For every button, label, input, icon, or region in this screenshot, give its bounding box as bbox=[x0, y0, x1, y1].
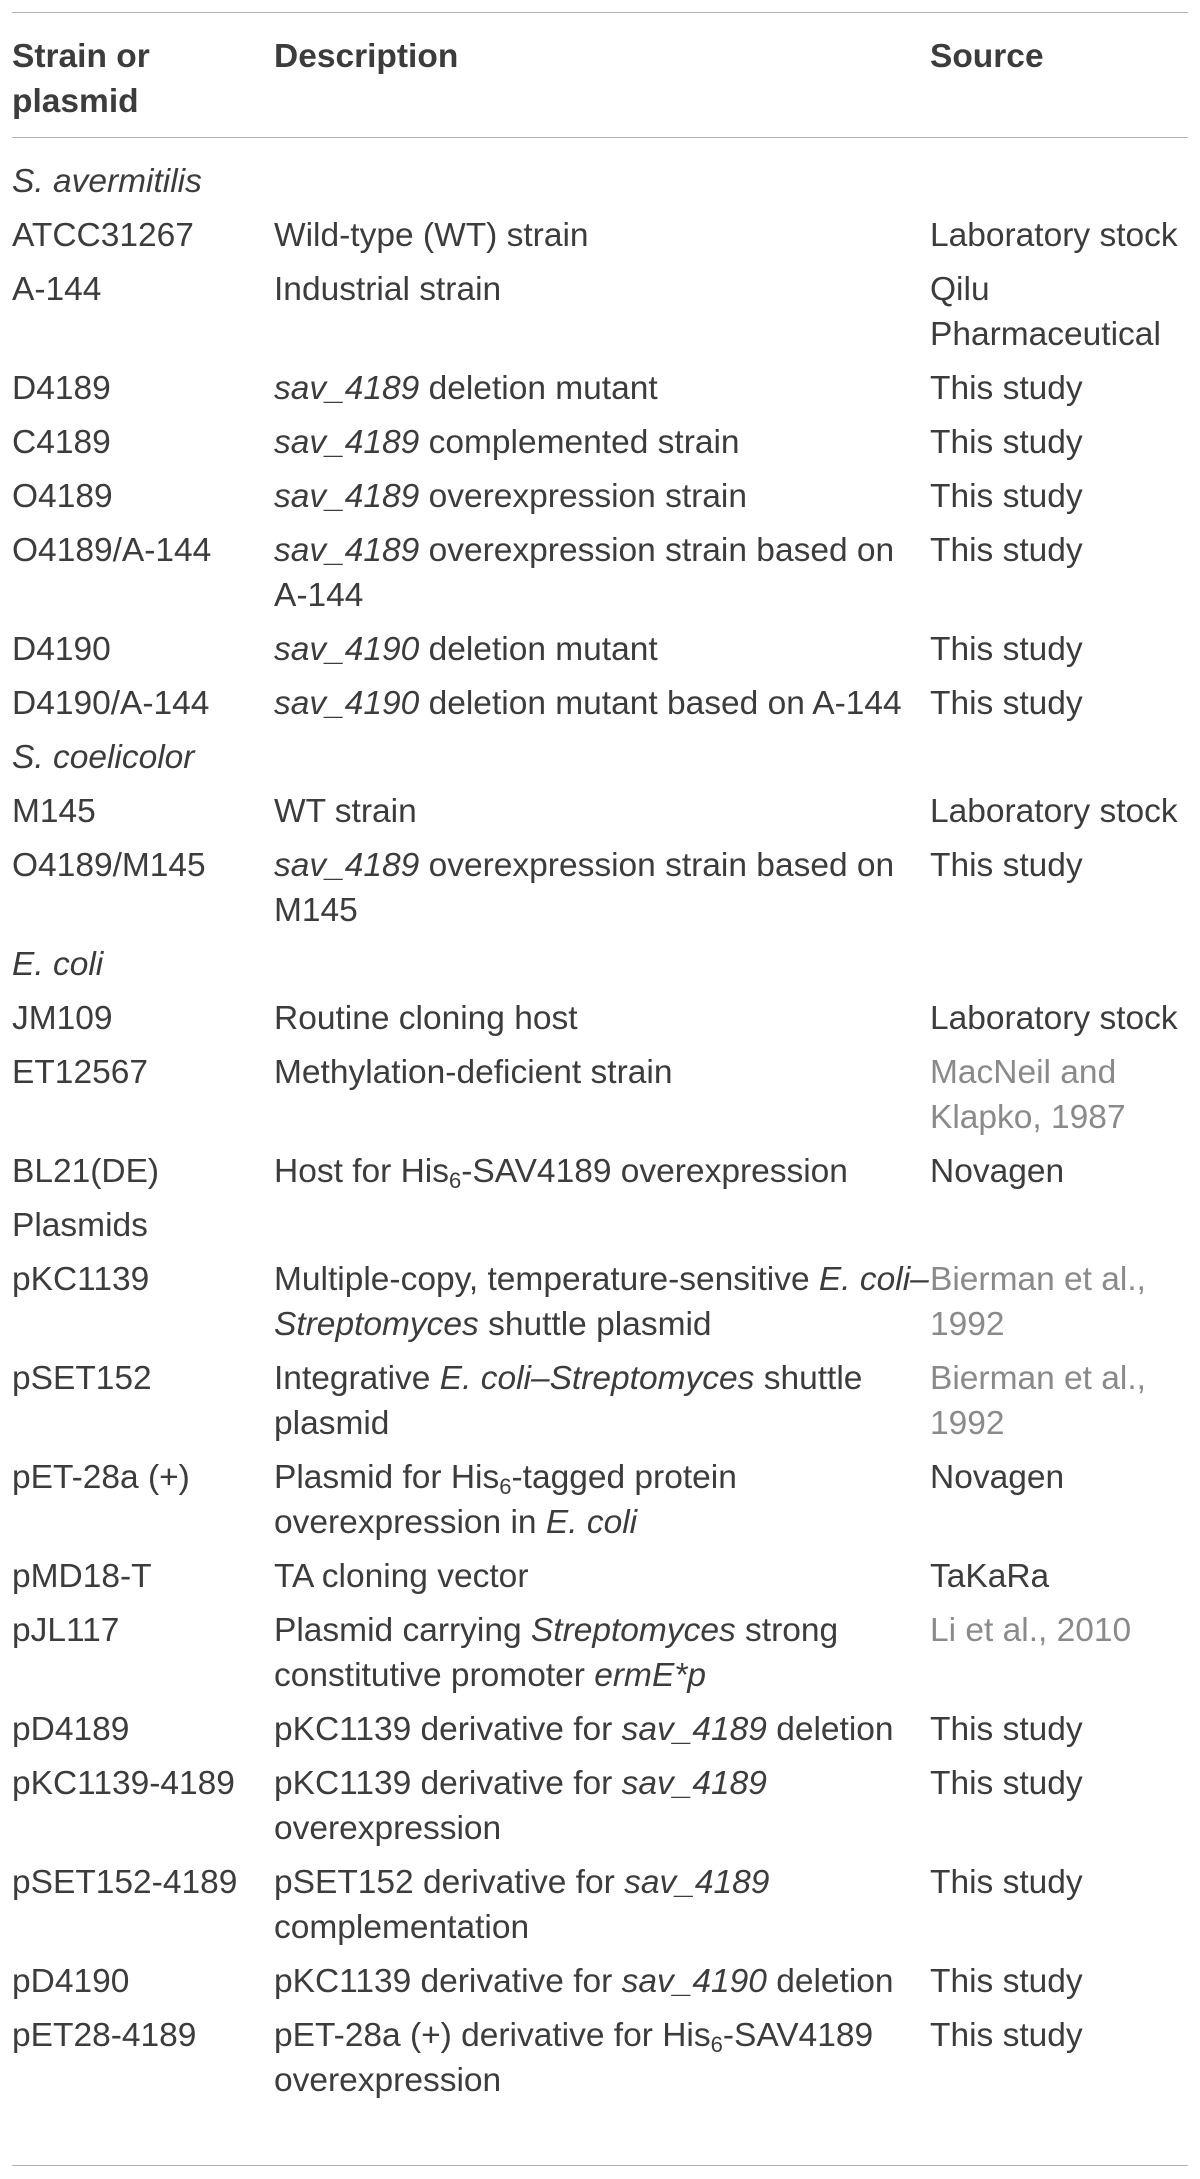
description-text: shuttle plasmid bbox=[274, 1360, 863, 1442]
plasmid-name: pD4190 bbox=[12, 1963, 130, 2000]
source: This study bbox=[930, 631, 1083, 668]
source: This study bbox=[930, 1711, 1083, 1748]
description-text: Plasmid for His bbox=[274, 1459, 500, 1496]
organism-name: Streptomyces bbox=[530, 1612, 736, 1649]
source: Laboratory stock bbox=[930, 217, 1178, 254]
table-row bbox=[12, 420, 1188, 474]
promoter-name: ermE*p bbox=[594, 1657, 706, 1694]
description-text: pET-28a (+) derivative for His bbox=[274, 2017, 711, 2054]
source: TaKaRa bbox=[930, 1558, 1050, 1595]
description bbox=[274, 1959, 930, 2013]
table-row bbox=[12, 996, 1188, 1050]
source: This study bbox=[930, 847, 1083, 884]
table-row bbox=[12, 1761, 1188, 1860]
plasmid-name: pSET152-4189 bbox=[12, 1864, 238, 1901]
description bbox=[274, 627, 930, 681]
plasmid-name: pET28-4189 bbox=[12, 2017, 197, 2054]
gene-name: sav_4189 bbox=[274, 847, 420, 884]
description bbox=[274, 2013, 930, 2112]
gene-name: sav_4190 bbox=[274, 631, 420, 668]
description bbox=[274, 1455, 930, 1554]
table-row bbox=[12, 1356, 1188, 1455]
section-row bbox=[12, 141, 1188, 213]
table-row bbox=[12, 681, 1188, 735]
description-text: -SAV4189 overexpression bbox=[274, 2017, 874, 2099]
plasmid-name: pSET152 bbox=[12, 1360, 152, 1397]
table-row bbox=[12, 789, 1188, 843]
description-text: Multiple-copy, temperature-sensitive bbox=[274, 1261, 819, 1298]
organism-name: E. coli–Streptomyces bbox=[439, 1360, 755, 1397]
strain-name: D4189 bbox=[12, 370, 111, 407]
table-row bbox=[12, 1257, 1188, 1356]
source: This study bbox=[930, 685, 1083, 722]
description bbox=[274, 843, 930, 942]
description-text: pKC1139 derivative for bbox=[274, 1765, 622, 1802]
description bbox=[274, 1860, 930, 1959]
source-citation: Li et al., 2010 bbox=[930, 1612, 1132, 1649]
gene-name: sav_4189 bbox=[624, 1864, 770, 1901]
strain-name: D4190/A-144 bbox=[12, 685, 210, 722]
plasmid-name: pKC1139-4189 bbox=[12, 1765, 235, 1802]
section-label: Plasmids bbox=[12, 1207, 148, 1244]
description-text: strong constitutive promoter bbox=[274, 1612, 839, 1694]
source: Novagen bbox=[930, 1459, 1065, 1496]
description-text: deletion bbox=[766, 1711, 894, 1748]
description-text: overexpression strain based on M145 bbox=[274, 847, 895, 929]
description-text: pKC1139 derivative for bbox=[274, 1711, 622, 1748]
table-row bbox=[12, 267, 1188, 366]
source: This study bbox=[930, 424, 1083, 461]
strain-name: O4189 bbox=[12, 478, 113, 515]
table-row bbox=[12, 1554, 1188, 1608]
description-text: deletion mutant bbox=[419, 631, 658, 668]
description-text: complementation bbox=[274, 1909, 530, 1946]
strain-name: O4189/M145 bbox=[12, 847, 206, 884]
description bbox=[274, 1761, 930, 1860]
description-text: overexpression bbox=[274, 1810, 502, 1847]
source-citation: Bierman et al., 1992 bbox=[930, 1360, 1146, 1442]
description bbox=[274, 1257, 930, 1356]
table-row bbox=[12, 627, 1188, 681]
description-text: deletion mutant based on A-144 bbox=[419, 685, 902, 722]
gene-name: sav_4190 bbox=[621, 1963, 767, 2000]
header-description: Description bbox=[274, 38, 459, 75]
description: TA cloning vector bbox=[274, 1558, 529, 1595]
table-row bbox=[12, 366, 1188, 420]
table-row bbox=[12, 1050, 1188, 1149]
gene-name: sav_4189 bbox=[274, 424, 420, 461]
description bbox=[274, 1707, 930, 1761]
description-text: Integrative bbox=[274, 1360, 440, 1397]
subscript: 6 bbox=[448, 1168, 462, 1193]
source-citation: MacNeil and Klapko, 1987 bbox=[930, 1054, 1126, 1136]
table-row bbox=[12, 843, 1188, 942]
description bbox=[274, 366, 930, 420]
source: This study bbox=[930, 478, 1083, 515]
header-row bbox=[12, 34, 1188, 141]
table-row bbox=[12, 528, 1188, 627]
gene-name: sav_4189 bbox=[274, 532, 420, 569]
table-row bbox=[12, 1149, 1188, 1203]
description bbox=[274, 1356, 930, 1455]
description-text: overexpression strain based on A-144 bbox=[274, 532, 895, 614]
organism-name: E. coli bbox=[545, 1504, 638, 1541]
source: Laboratory stock bbox=[930, 1000, 1178, 1037]
source-citation: Bierman et al., 1992 bbox=[930, 1261, 1146, 1343]
gene-name: sav_4189 bbox=[274, 370, 420, 407]
strain-name: D4190 bbox=[12, 631, 111, 668]
table-bottom-rule bbox=[12, 2165, 1188, 2166]
source: This study bbox=[930, 532, 1083, 569]
plasmid-name: pET-28a (+) bbox=[12, 1459, 190, 1496]
description bbox=[274, 1608, 930, 1707]
source: This study bbox=[930, 1864, 1083, 1901]
source: Qilu Pharmaceutical bbox=[930, 271, 1161, 353]
subscript: 6 bbox=[499, 1474, 512, 1499]
plasmid-name: pMD18-T bbox=[12, 1558, 152, 1595]
strain-name: JM109 bbox=[12, 1000, 113, 1037]
header-source: Source bbox=[930, 38, 1044, 75]
strain-name: C4189 bbox=[12, 424, 111, 461]
description-text: shuttle plasmid bbox=[478, 1306, 712, 1343]
description-text: deletion bbox=[766, 1963, 894, 2000]
section-label: S. coelicolor bbox=[12, 739, 195, 776]
description: Methylation-deficient strain bbox=[274, 1054, 673, 1091]
description-text: overexpression strain bbox=[419, 478, 748, 515]
section-row bbox=[12, 735, 1188, 789]
gene-name: sav_4189 bbox=[621, 1711, 767, 1748]
description bbox=[274, 474, 930, 528]
section-label: S. avermitilis bbox=[12, 163, 202, 200]
source: Novagen bbox=[930, 1153, 1065, 1190]
plasmid-name: pJL117 bbox=[12, 1612, 120, 1649]
description-text: complemented strain bbox=[419, 424, 740, 461]
description-text: Host for His bbox=[274, 1153, 449, 1190]
description bbox=[274, 420, 930, 474]
table-row bbox=[12, 1860, 1188, 1959]
description bbox=[274, 1149, 930, 1203]
source: This study bbox=[930, 1963, 1083, 2000]
section-label: E. coli bbox=[12, 946, 104, 983]
gene-name: sav_4189 bbox=[621, 1765, 767, 1802]
plasmid-name: pD4189 bbox=[12, 1711, 130, 1748]
description bbox=[274, 681, 930, 735]
section-row bbox=[12, 1203, 1188, 1257]
description-text: Plasmid carrying bbox=[274, 1612, 531, 1649]
description: Wild-type (WT) strain bbox=[274, 217, 589, 254]
organism-name: E. coli–Streptomyces bbox=[274, 1261, 929, 1343]
table-row bbox=[12, 1707, 1188, 1761]
source: Laboratory stock bbox=[930, 793, 1178, 830]
description: Industrial strain bbox=[274, 271, 502, 308]
strain-name: M145 bbox=[12, 793, 96, 830]
strains-plasmids-table bbox=[12, 34, 1188, 2112]
strain-name: ET12567 bbox=[12, 1054, 148, 1091]
description: WT strain bbox=[274, 793, 417, 830]
table-row bbox=[12, 213, 1188, 267]
table-row bbox=[12, 2013, 1188, 2112]
description bbox=[274, 528, 930, 627]
header-strain-or-plasmid: Strain or plasmid bbox=[12, 38, 150, 120]
table-row bbox=[12, 1959, 1188, 2013]
table-row bbox=[12, 474, 1188, 528]
strain-name: A-144 bbox=[12, 271, 102, 308]
description-text: pSET152 derivative for bbox=[274, 1864, 625, 1901]
description-text: -tagged protein overexpression in bbox=[274, 1459, 737, 1541]
strain-name: O4189/A-144 bbox=[12, 532, 212, 569]
section-row bbox=[12, 942, 1188, 996]
description: Routine cloning host bbox=[274, 1000, 578, 1037]
source: This study bbox=[930, 1765, 1083, 1802]
strain-name: BL21(DE) bbox=[12, 1153, 160, 1190]
strain-name: ATCC31267 bbox=[12, 217, 194, 254]
table-row bbox=[12, 1455, 1188, 1554]
table-top-rule bbox=[12, 12, 1188, 13]
description-text: deletion mutant bbox=[419, 370, 658, 407]
source: This study bbox=[930, 2017, 1083, 2054]
gene-name: sav_4190 bbox=[274, 685, 420, 722]
table-row bbox=[12, 1608, 1188, 1707]
source: This study bbox=[930, 370, 1083, 407]
description-text: pKC1139 derivative for bbox=[274, 1963, 622, 2000]
plasmid-name: pKC1139 bbox=[12, 1261, 150, 1298]
gene-name: sav_4189 bbox=[274, 478, 420, 515]
subscript: 6 bbox=[710, 2032, 723, 2057]
description-text: -SAV4189 overexpression bbox=[461, 1153, 848, 1190]
